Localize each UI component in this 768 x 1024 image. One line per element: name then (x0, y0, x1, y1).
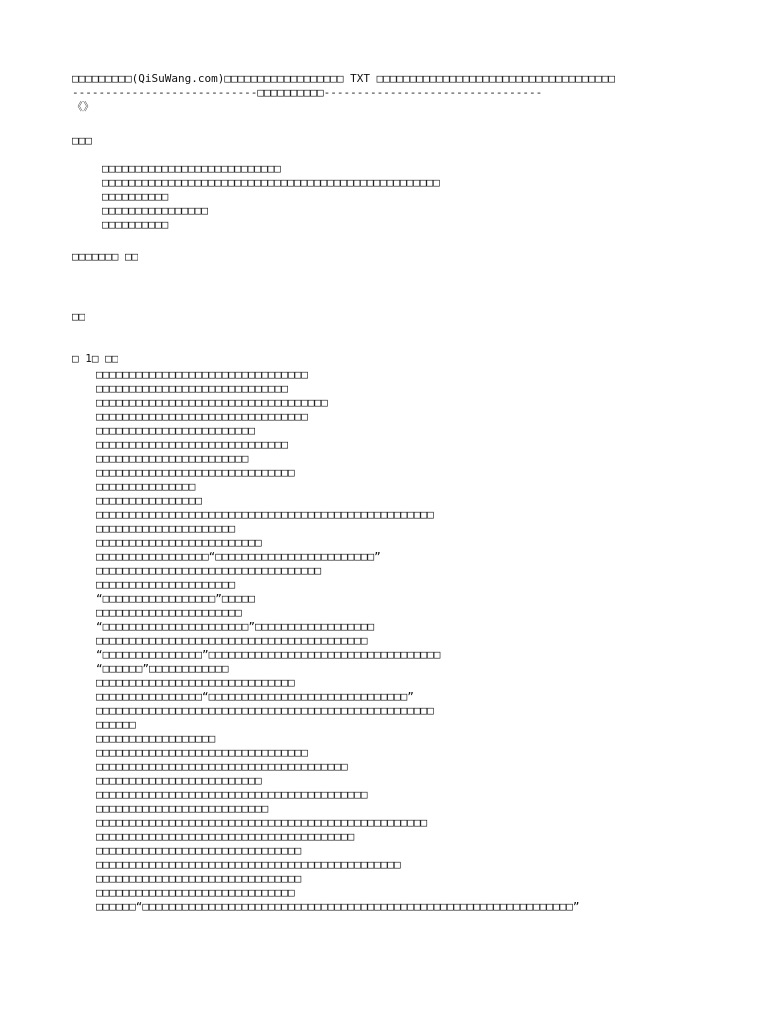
paragraph-line: □□□□□□□□□□□□□□□□□□□□□□□□□□□□□□□□□□□□□□□□□□□□□□□□□□□ (96, 508, 434, 521)
paragraph-line: □□□□□□“□□□□□□□□□□□□□□□□□□□□□□□□□□□□□□□□□□□□□□□□□□□□□□□□□□□□□□□□□□□□□□□□□” (96, 900, 580, 913)
paragraph-line: □□□□□□□□□□□□□□□□□□□□□□□□□□□□□□□□□□□□□□□□□□□□□□□□□□ (96, 816, 428, 829)
paragraph-line: □□□□□□□□□□□□□□□□□□□□□□□ (96, 452, 249, 465)
paragraph-line: “□□□□□□□□□□□□□□□”□□□□□□□□□□□□□□□□□□□□□□□□□□□□□□□□□□□ (96, 648, 441, 661)
paragraph-line: □□□□□□□□□□□□□□□□□□□□□□□□□□□□□ (96, 382, 289, 395)
paragraph-line: □□□□□□□□□□□□□□□□□□□□□□□□□□□□□□ (96, 886, 295, 899)
paragraph-line: “□□□□□□”□□□□□□□□□□□□ (96, 662, 229, 675)
header-divider-line: ----------------------------□□□□□□□□□□--------------------------------- (72, 86, 543, 99)
intro-line: □□□□□□□□□□ (102, 190, 169, 203)
paragraph-line: □□□□□□□□□□□□□□□□□□□□□□□□□□□□□□□□□□□□□□□□□□□□□□□□□□□ (96, 704, 434, 717)
paragraph-line: □□□□□□□□□□□□□□□□□□□□□ (96, 522, 236, 535)
paragraph-line: □□□□□□□□□□□□□□□□□□□□□□□□□□□□□□ (96, 466, 295, 479)
paragraph-line: □□□□□□□□□□□□□□□□□□□□□□□□□□□□□□□□□□□□□□□□□ (96, 788, 368, 801)
paragraph-line: □□□□□□□□□□□□□□□□□□□□□□□□□□□□□□□ (96, 872, 302, 885)
paragraph-line: □□□□□□□□□□□□□□□□□□□□□□□□□□□□□□□□□□□□□□□ (96, 830, 355, 843)
paragraph-line: □□□□□□□□□□□□□□□□□□□□□□□□□□□□□□□□□□□ (96, 396, 328, 409)
intro-label: □□□ (72, 134, 92, 147)
paragraph-line: □□□□□□□□□□□□□□□□□□□□□□□□□□ (96, 802, 269, 815)
intro-footer: □□□□□□□ □□ (72, 250, 139, 263)
paragraph-line: □□□□□□□□□□□□□□□□□□□□□□□□□□□□□□□□ (96, 368, 308, 381)
paragraph-line: □□□□□□□□□□□□□□□□□□□□□□□□□□□□□□□□ (96, 410, 308, 423)
chapter-body (72, 368, 579, 914)
paragraph-line: □□□□□□□□□□□□□□□□“□□□□□□□□□□□□□□□□□□□□□□□□□□□□□□” (96, 690, 414, 703)
intro-line: □□□□□□□□□□□□□□□□ (102, 204, 208, 217)
paragraph-line: □□□□□□□□□□□□□□□□□□□□□□□□□□□□□□□□□□□□□□□□□ (96, 634, 368, 647)
paragraph-line: □□□□□□□□□□□□□□□□□□□□□□□□□□□□□□□□□□□□□□□□□□□□□□ (96, 858, 401, 871)
section-label: □□ (72, 310, 86, 323)
paragraph-line: □□□□□□□□□□□□□□□□□□□□□□□□□□□□□□□□□□□□□□ (96, 760, 348, 773)
paragraph-line: □□□□□□□□□□□□□□□ (96, 480, 196, 493)
intro-block (72, 162, 440, 232)
paragraph-line: □□□□□□□□□□□□□□□□□□□□□□□□□□□□□□ (96, 676, 295, 689)
intro-line: □□□□□□□□□□□□□□□□□□□□□□□□□□□ (102, 162, 281, 175)
paragraph-line: □□□□□□□□□□□□□□□□ (96, 494, 202, 507)
header-source-line: □□□□□□□□□(QiSuWang.com)□□□□□□□□□□□□□□□□□□ TXT □□□□□□□□□□□□□□□□□□□□□□□□□□□□□□□□□□□□ (72, 72, 616, 85)
paragraph-line: “□□□□□□□□□□□□□□□□□”□□□□□ (96, 592, 255, 605)
paragraph-line: □□□□□□□□□□□□□□□□□□□□□□□□□ (96, 774, 262, 787)
paragraph-line: □□□□□□□□□□□□□□□□□□□□□□□□□ (96, 536, 262, 549)
chapter-heading: □ 1□ □□ (72, 352, 119, 365)
book-title-brackets: 《》 (72, 100, 94, 113)
paragraph-line: □□□□□□□□□□□□□□□□□□□□□ (96, 578, 236, 591)
paragraph-line: □□□□□□ (96, 718, 136, 731)
paragraph-line: □□□□□□□□□□□□□□□□□□□□□□□□ (96, 424, 255, 437)
paragraph-line: □□□□□□□□□□□□□□□□□□□□□□ (96, 606, 242, 619)
paragraph-line: “□□□□□□□□□□□□□□□□□□□□□□”□□□□□□□□□□□□□□□□□□ (96, 620, 375, 633)
paragraph-line: □□□□□□□□□□□□□□□□□□□□□□□□□□□□□□□ (96, 844, 302, 857)
paragraph-line: □□□□□□□□□□□□□□□□□“□□□□□□□□□□□□□□□□□□□□□□□□” (96, 550, 381, 563)
paragraph-line: □□□□□□□□□□□□□□□□□□ (96, 732, 216, 745)
document-header (72, 72, 615, 114)
paragraph-line: □□□□□□□□□□□□□□□□□□□□□□□□□□□□□ (96, 438, 289, 451)
intro-line: □□□□□□□□□□ (102, 218, 169, 231)
paragraph-line: □□□□□□□□□□□□□□□□□□□□□□□□□□□□□□□□ (96, 746, 308, 759)
intro-line: □□□□□□□□□□□□□□□□□□□□□□□□□□□□□□□□□□□□□□□□□□□□□□□□□□□ (102, 176, 440, 189)
paragraph-line: □□□□□□□□□□□□□□□□□□□□□□□□□□□□□□□□□□ (96, 564, 322, 577)
